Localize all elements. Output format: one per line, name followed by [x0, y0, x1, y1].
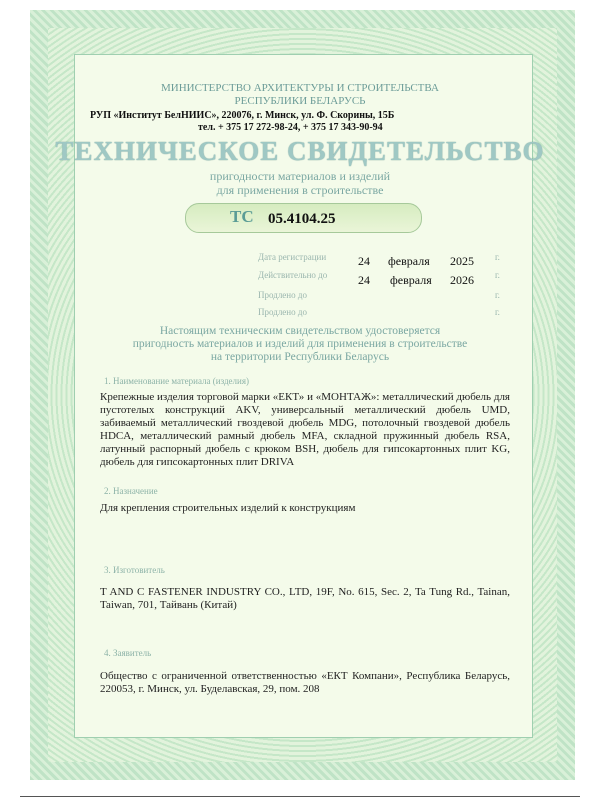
document-title: ТЕХНИЧЕСКОЕ СВИДЕТЕЛЬСТВО: [55, 136, 545, 166]
section-text-purpose: Для крепления строительных изделий к конструкциям: [100, 502, 356, 514]
date-label: Дата регистрации: [258, 252, 327, 262]
institute-address: РУП «Институт БелНИИС», 220076, г. Минск, ул. Ф. Скорины, 15Б: [90, 110, 395, 121]
date-suffix: г.: [495, 252, 500, 262]
subtitle-line2: для применения в строительстве: [216, 183, 384, 197]
date-day: 24: [358, 273, 370, 287]
section-text-material: Крепежные изделия торговой марки «ЕКТ» и «МОНТАЖ»: металлический дюбель для пустотелых конструкций AKV, универсальный металлический дюбель UMD, забиваемый металлический гвоздевой дюбель MDG, потолочный гвоздевой дюбель HDCA, металлический рамный дюбель MFA, складной пружинный дюбель RSA, латунный распорный дюбель с крюком BSH, дюбель для гипсокартонных плит KG, дюбель для гипсокартонных плит DRIVA: [100, 391, 510, 468]
date-row: [258, 288, 503, 302]
scan-edge-line: [20, 796, 580, 797]
certificate-prefix: ТС: [230, 207, 254, 226]
section-label-applicant: 4. Заявитель: [104, 648, 152, 658]
date-month: февраля: [390, 273, 432, 287]
institute-phone: тел. + 375 17 272-98-24, + 375 17 343-90-94: [198, 122, 383, 133]
section-label-material: 1. Наименование материала (изделия): [104, 376, 249, 386]
statement-line2: пригодность материалов и изделий для применения в строительстве: [132, 338, 468, 350]
date-row: [258, 305, 503, 319]
date-label: Продлено до: [258, 307, 307, 317]
certificate-number: 05.4104.25: [268, 211, 336, 227]
statement-line3: на территории Республики Беларусь: [210, 351, 390, 363]
date-day: 24: [358, 254, 370, 268]
section-text-manufacturer: T AND C FASTENER INDUSTRY CO., LTD, 19F, No. 615, Sec. 2, Ta Tung Rd., Tainan, Taiwan, 701, Тайвань (Китай): [100, 586, 510, 611]
subtitle-line1: пригодности материалов и изделий: [209, 169, 391, 183]
date-label: Действительно до: [258, 270, 328, 280]
date-suffix: г.: [495, 290, 500, 300]
certificate-number-badge: [185, 203, 422, 233]
section-text-applicant: Общество с ограниченной ответственностью «ЕКТ Компани», Республика Беларусь, 220053, г. Минск, ул. Буделавская, 29, пом. 208: [100, 670, 510, 695]
ministry-line1: МИНИСТЕРСТВО АРХИТЕКТУРЫ И СТРОИТЕЛЬСТВА: [161, 82, 439, 94]
date-row: [258, 250, 503, 266]
date-year: 2026: [450, 273, 474, 287]
date-label: Продлено до: [258, 290, 307, 300]
date-month: февраля: [388, 254, 430, 268]
section-label-manufacturer: 3. Изготовитель: [104, 565, 165, 575]
section-label-purpose: 2. Назначение: [104, 486, 158, 496]
ministry-line2: РЕСПУБЛИКИ БЕЛАРУСЬ: [234, 95, 366, 107]
statement-line1: Настоящим техническим свидетельством удостоверяется: [159, 325, 441, 337]
date-row: [258, 268, 503, 287]
date-suffix: г.: [495, 307, 500, 317]
date-suffix: г.: [495, 270, 500, 280]
date-year: 2025: [450, 254, 474, 268]
